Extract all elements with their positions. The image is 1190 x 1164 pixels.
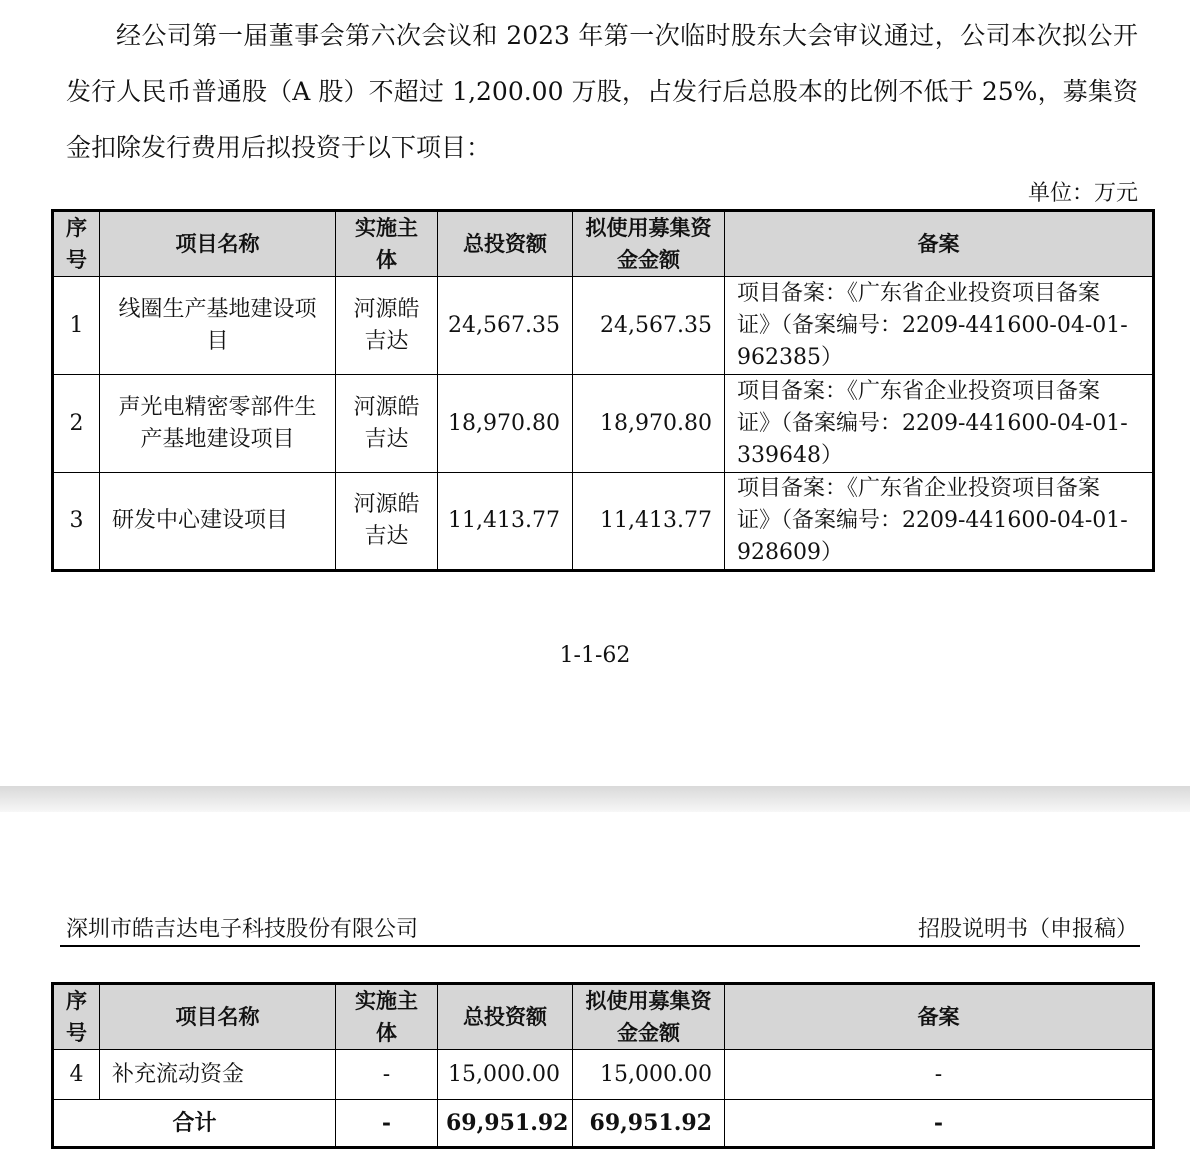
- total-raised: 69,951.92: [573, 1100, 725, 1148]
- unit-label: 单位：万元: [1027, 181, 1138, 206]
- table-row: [53, 375, 1154, 473]
- header-entity: 实施主体: [336, 984, 438, 1050]
- table-row: [53, 277, 1154, 375]
- header-name: 项目名称: [100, 211, 336, 277]
- cell-seq: 2: [53, 375, 100, 473]
- header-record: 备案: [725, 211, 1154, 277]
- cell-seq: 3: [53, 473, 100, 571]
- cell-name: 补充流动资金: [100, 1050, 336, 1100]
- cell-seq: 4: [53, 1050, 100, 1100]
- fundraising-table-part1: [51, 209, 1155, 572]
- table-header-row: [53, 984, 1154, 1050]
- page-2: [0, 812, 1190, 1164]
- cell-entity: -: [336, 1050, 438, 1100]
- cell-record: -: [725, 1050, 1154, 1100]
- cell-record: 项目备案：《广东省企业投资项目备案证》（备案编号：2209-441600-04-01-962385）: [725, 277, 1154, 375]
- header-name: 项目名称: [100, 984, 336, 1050]
- page-number: 1-1-62: [559, 643, 631, 668]
- cell-raised: 24,567.35: [573, 277, 725, 375]
- cell-seq: 1: [53, 277, 100, 375]
- header-seq: 序号: [53, 211, 100, 277]
- cell-name: 研发中心建设项目: [100, 473, 336, 571]
- total-investment: 69,951.92: [438, 1100, 573, 1148]
- cell-total: 18,970.80: [438, 375, 573, 473]
- fundraising-table-part2: [51, 982, 1155, 1149]
- cell-name: 线圈生产基地建设项目: [100, 277, 336, 375]
- table-row: [53, 473, 1154, 571]
- cell-name: 声光电精密零部件生产基地建设项目: [100, 375, 336, 473]
- cell-entity: 河源皓吉达: [336, 473, 438, 571]
- cell-entity: 河源皓吉达: [336, 277, 438, 375]
- header-doc-title: 招股说明书（申报稿）: [917, 917, 1138, 942]
- header-record: 备案: [725, 984, 1154, 1050]
- header-raised: 拟使用募集资金金额: [573, 211, 725, 277]
- intro-paragraph: 经公司第一届董事会第六次会议和 2023 年第一次临时股东大会审议通过，公司本次拟公开发行人民币普通股（A 股）不超过 1,200.00 万股，占发行后总股本的比例不低于 25%，募集资金扣除发行费用后拟投资于以下项目：: [66, 21, 1138, 162]
- table-header-row: [53, 211, 1154, 277]
- total-record: -: [725, 1100, 1154, 1148]
- cell-raised: 11,413.77: [573, 473, 725, 571]
- header-company: 深圳市皓吉达电子科技股份有限公司: [66, 917, 419, 942]
- header-raised: 拟使用募集资金金额: [573, 984, 725, 1050]
- cell-raised: 18,970.80: [573, 375, 725, 473]
- cell-total: 24,567.35: [438, 277, 573, 375]
- table-row: [53, 1050, 1154, 1100]
- cell-raised: 15,000.00: [573, 1050, 725, 1100]
- cell-record: 项目备案：《广东省企业投资项目备案证》（备案编号：2209-441600-04-01-928609）: [725, 473, 1154, 571]
- header-total: 总投资额: [438, 211, 573, 277]
- header-seq: 序号: [53, 984, 100, 1050]
- cell-entity: 河源皓吉达: [336, 375, 438, 473]
- header-entity: 实施主体: [336, 211, 438, 277]
- cell-record: 项目备案：《广东省企业投资项目备案证》（备案编号：2209-441600-04-01-339648）: [725, 375, 1154, 473]
- total-row: [53, 1100, 1154, 1148]
- cell-total: 11,413.77: [438, 473, 573, 571]
- header-total: 总投资额: [438, 984, 573, 1050]
- total-entity: -: [336, 1100, 438, 1148]
- header-rule: [60, 945, 1140, 947]
- cell-total: 15,000.00: [438, 1050, 573, 1100]
- total-label: 合计: [53, 1100, 336, 1148]
- page-separator: [0, 786, 1190, 812]
